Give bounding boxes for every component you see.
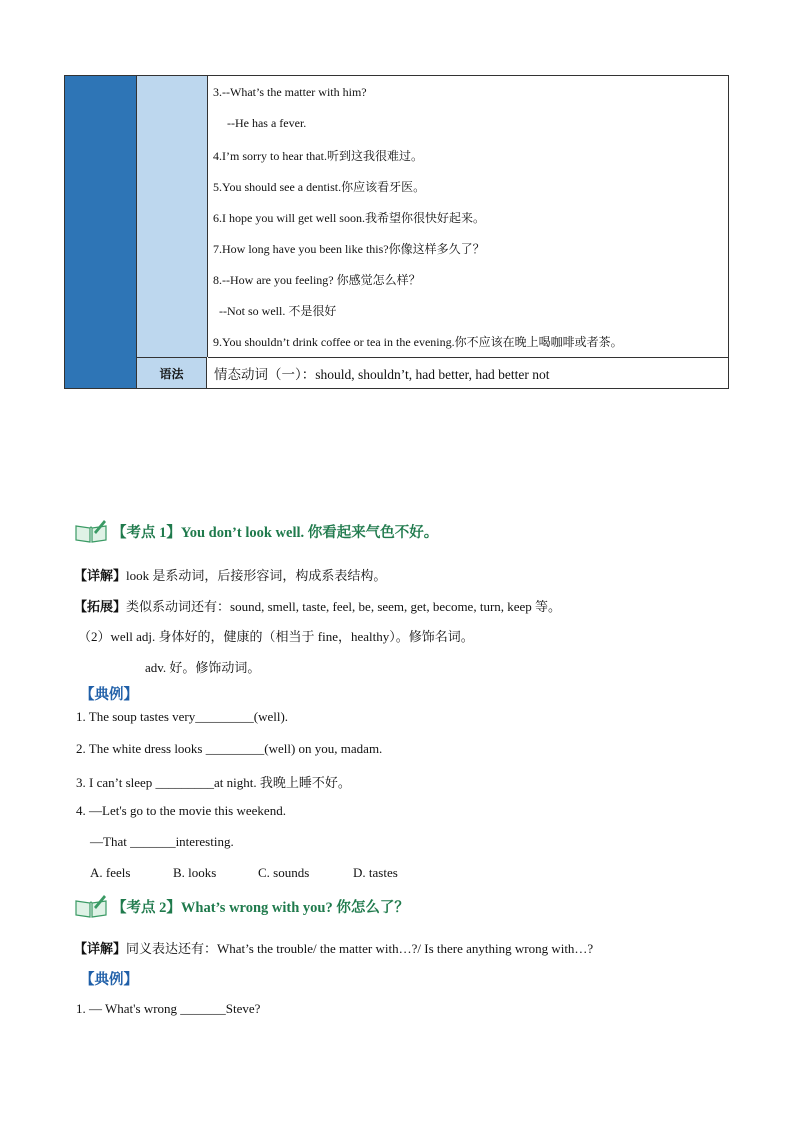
choice-a: A. feels [90,865,131,880]
table-category-column [137,76,208,357]
choice-b: B. looks [173,865,217,880]
example-item: —That _______interesting. [90,834,234,849]
detail-text: 同义表达还有：What’s the trouble/ the matter with…?/ Is there anything wrong with…? [126,941,594,956]
example-item: 2. The white dress looks _________(well) on you, madam. [76,741,383,756]
example-label: 【典例】 [80,972,138,988]
grammar-text: 情态动词（一）：should, shouldn’t, had better, had better not [208,357,728,388]
book-icon [74,518,108,544]
example-label: 【典例】 [80,687,138,703]
well-adj-line: （2）well adj. 身体好的，健康的（相当于 fine，healthy）。修饰名词。 [78,629,474,644]
point2-heading [74,893,409,919]
vocab-table [64,75,729,389]
sentence-line: --He has a fever. [227,116,307,130]
example-item: 3. I can’t sleep _________at night. 我晚上睡不好。 [76,775,351,790]
sentence-line: 3.--What’s the matter with him? [213,85,367,99]
point1-expand [74,596,561,615]
point1-title: 【考点 1】You don’t look well. 你看起来气色不好。 [112,524,439,541]
choice-d: D. tastes [353,865,398,880]
sentence-line: 7.How long have you been like this?你像这样多久了？ [213,242,485,256]
sentence-line: 9.You shouldn’t drink coffee or tea in the evening.你不应该在晚上喝咖啡或者茶。 [213,335,623,349]
point2-detail [74,938,593,957]
expand-text: 类似系动词还有：sound, smell, taste, feel, be, seem, get, become, turn, keep 等。 [126,599,562,614]
sentence-line: 8.--How are you feeling? 你感觉怎么样？ [213,273,421,287]
example-item: 4. —Let's go to the movie this weekend. [76,803,286,818]
example-item: 1. The soup tastes very_________(well). [76,709,289,724]
sentence-line: 4.I’m sorry to hear that.听到这我很难过。 [213,149,423,163]
expand-tag: 【拓展】 [74,599,127,614]
sentence-line: --Not so well. 不是很好 [219,304,337,318]
detail-tag: 【详解】 [74,568,127,583]
grammar-label: 语法 [137,357,207,388]
example-item: 1. — What's wrong _______Steve? [76,1001,261,1016]
book-icon [74,893,108,919]
point1-detail [74,565,386,584]
sentence-line: 5.You should see a dentist.你应该看牙医。 [213,180,426,194]
point1-heading [74,518,438,544]
detail-text: look 是系动词，后接形容词，构成系表结构。 [126,568,387,583]
well-adv-line: adv. 好。修饰动词。 [145,660,261,675]
table-left-column [65,76,137,388]
point2-title: 【考点 2】What’s wrong with you? 你怎么了？ [112,899,409,916]
choice-c: C. sounds [258,865,310,880]
detail-tag: 【详解】 [74,941,127,956]
sentence-line: 6.I hope you will get well soon.我希望你很快好起来。 [213,211,485,225]
